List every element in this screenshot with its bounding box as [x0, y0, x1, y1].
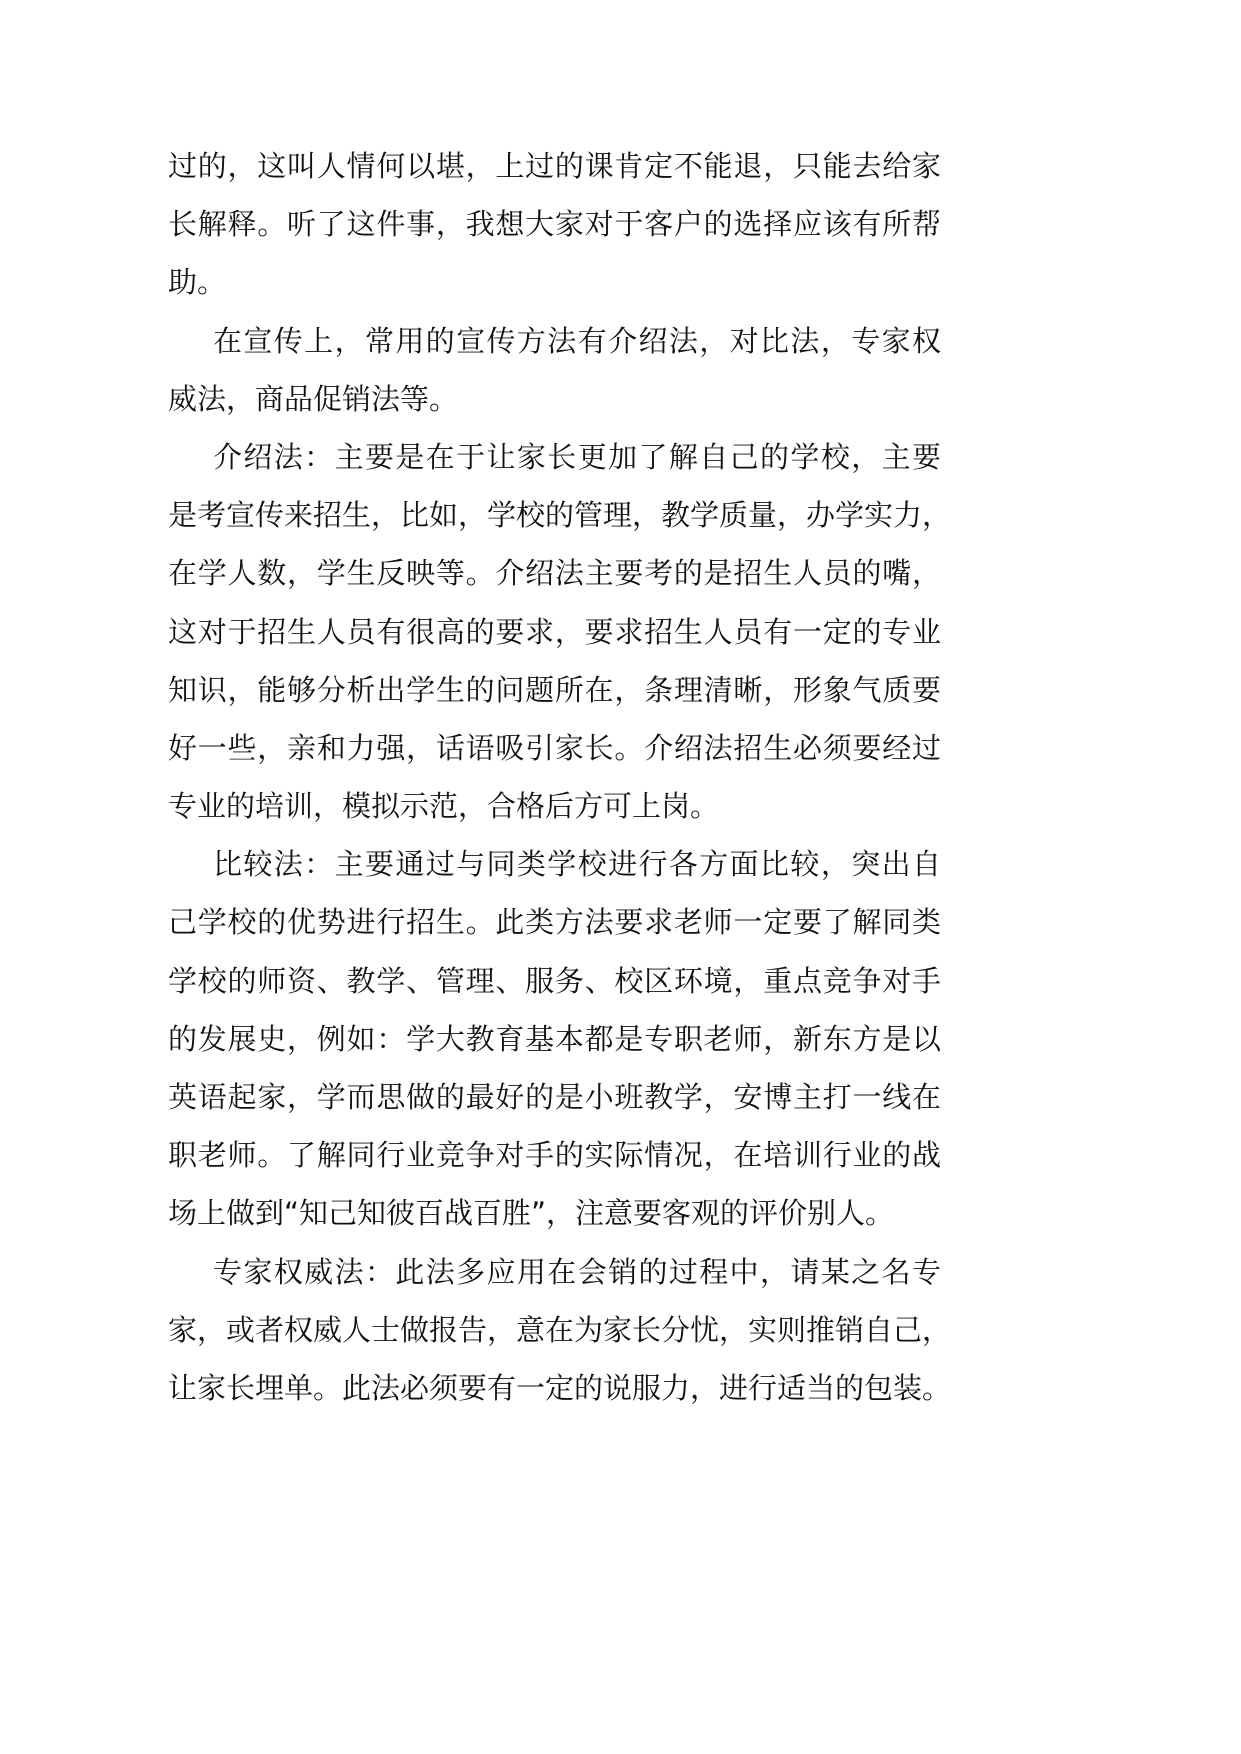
- text-line: 知识，能够分析出学生的问题所在，条理清晰，形象气质要: [168, 672, 941, 707]
- paragraph: [168, 838, 941, 1245]
- text-line: 的发展史，例如：学大教育基本都是专职老师，新东方是以: [168, 1021, 941, 1056]
- text-line: 是考宣传来招生，比如，学校的管理，教学质量，办学实力，: [168, 498, 952, 533]
- text-line: 学校的师资、教学、管理、服务、校区环境，重点竞争对手: [168, 963, 941, 998]
- text-line: 专业的培训，模拟示范，合格后方可上岗。: [168, 789, 720, 824]
- text-line: 英语起家，学而思做的最好的是小班教学，安博主打一线在: [168, 1080, 941, 1114]
- text-line: 场上做到“知己知彼百战百胜”，注意要客观的评价别人。: [168, 1196, 895, 1231]
- paragraph: [168, 140, 941, 315]
- paragraph: [168, 315, 941, 431]
- text-line: 在宣传上，常用的宣传方法有介绍法，对比法，专家权: [213, 323, 941, 358]
- text-line: 长解释。听了这件事，我想大家对于客户的选择应该有所帮: [168, 207, 941, 242]
- text-line: 己学校的优势进行招生。此类方法要求老师一定要了解同类: [168, 905, 941, 940]
- text-line: 比较法：主要通过与同类学校进行各方面比较，突出自: [213, 847, 941, 882]
- text-line: 介绍法：主要是在于让家长更加了解自己的学校，主要: [213, 439, 941, 474]
- text-line: 让家长埋单。此法必须要有一定的说服力，进行适当的包装。: [168, 1370, 952, 1405]
- document-page: [168, 140, 952, 1420]
- text-line: 助。: [168, 265, 227, 300]
- text-line: 专家权威法：此法多应用在会销的过程中，请某之名专: [213, 1254, 941, 1289]
- text-line: 过的，这叫人情何以堪，上过的课肯定不能退，只能去给家: [168, 149, 941, 183]
- text-line: 这对于招生人员有很高的要求，要求招生人员有一定的专业: [168, 614, 941, 649]
- text-line: 在学人数，学生反映等。介绍法主要考的是招生人员的嘴，: [168, 556, 941, 591]
- paragraph: [168, 431, 952, 838]
- text-line: 职老师。了解同行业竞争对手的实际情况，在培训行业的战: [168, 1138, 941, 1173]
- paragraph: [168, 1246, 952, 1421]
- text-line: 好一些，亲和力强，话语吸引家长。介绍法招生必须要经过: [168, 730, 941, 765]
- text-line: 威法，商品促销法等。: [168, 381, 459, 416]
- text-line: 家，或者权威人士做报告，意在为家长分忧，实则推销自己，: [168, 1312, 952, 1347]
